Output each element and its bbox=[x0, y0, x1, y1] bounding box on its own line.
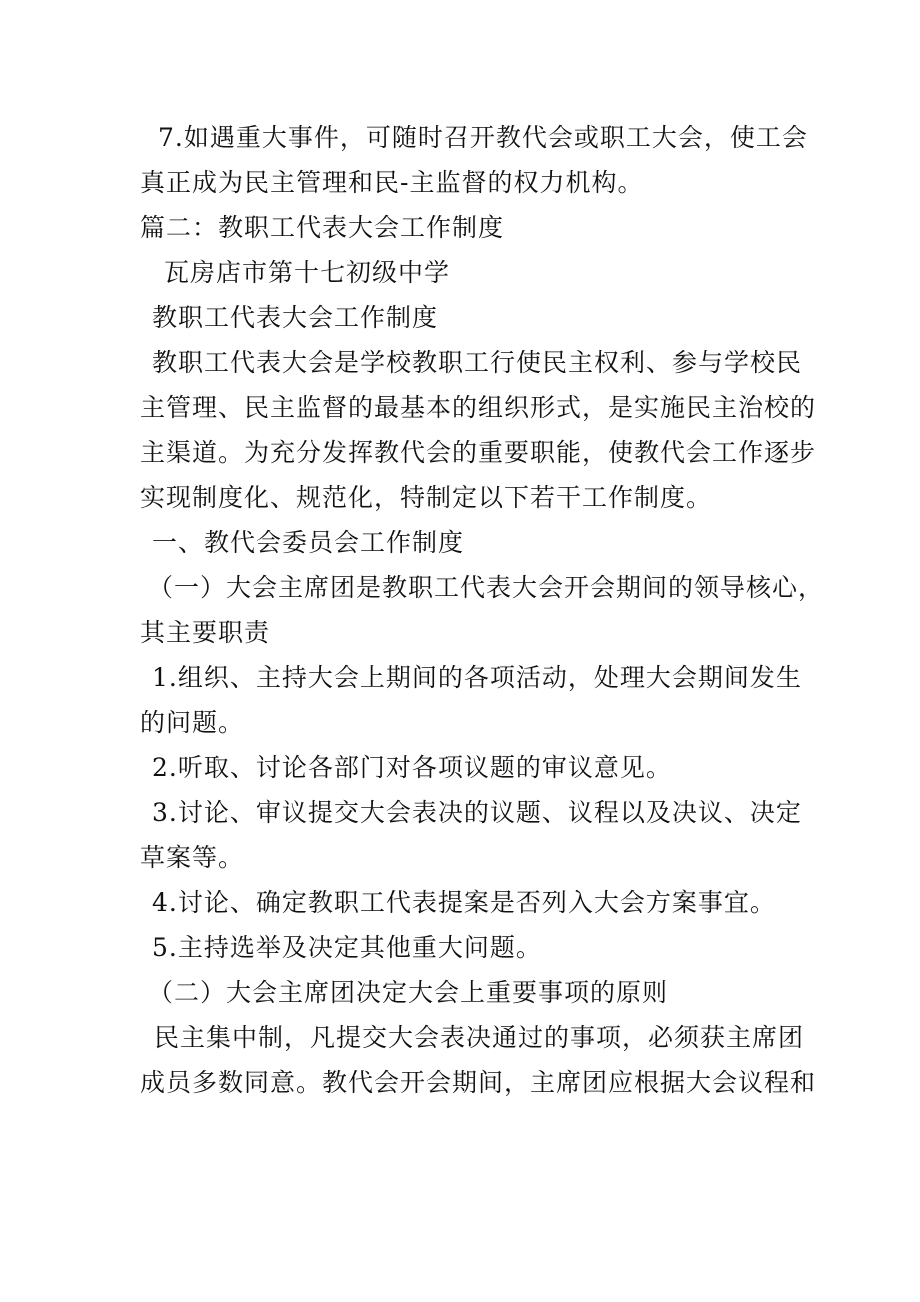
document-body bbox=[140, 115, 825, 1105]
paragraph-line: 7.如遇重大事件，可随时召开教代会或职工大会，使工会 bbox=[158, 123, 808, 152]
list-item: 1.组织、主持大会上期间的各项活动，处理大会期间发生 bbox=[152, 663, 802, 692]
school-name: 瓦房店市第十七初级中学 bbox=[164, 258, 451, 287]
paragraph-line: 主管理、民主监督的最基本的组织形式，是实施民主治校的 bbox=[140, 393, 817, 422]
paragraph-line: 真正成为民主管理和民-主监督的权力机构。 bbox=[140, 168, 644, 197]
paragraph-line: 成员多数同意。教代会开会期间，主席团应根据大会议程和 bbox=[140, 1068, 817, 1097]
paragraph-line: 教职工代表大会是学校教职工行使民主权利、参与学校民 bbox=[152, 348, 803, 377]
list-item: 5.主持选举及决定其他重大问题。 bbox=[152, 933, 542, 962]
paragraph-line: 民主集中制，凡提交大会表决通过的事项，必须获主席团 bbox=[154, 1023, 805, 1052]
paragraph-line: 主渠道。为充分发挥教代会的重要职能，使教代会工作逐步 bbox=[140, 438, 817, 467]
paragraph-line: 实现制度化、规范化，特制定以下若干工作制度。 bbox=[140, 483, 713, 512]
document-title: 教职工代表大会工作制度 bbox=[152, 303, 439, 332]
subsection-heading: （一）大会主席团是教职工代表大会开会期间的领导核心， bbox=[148, 573, 825, 602]
list-item: 4.讨论、确定教职工代表提案是否列入大会方案事宜。 bbox=[152, 888, 776, 917]
list-item-continuation: 的问题。 bbox=[140, 708, 245, 737]
list-item: 3.讨论、审议提交大会表决的议题、议程以及决议、决定 bbox=[152, 798, 802, 827]
section-heading: 篇二：教职工代表大会工作制度 bbox=[140, 213, 505, 242]
paragraph-line: 其主要职责 bbox=[140, 618, 271, 647]
section-heading: 一、教代会委员会工作制度 bbox=[152, 528, 465, 557]
list-item-continuation: 草案等。 bbox=[140, 843, 245, 872]
list-item: 2.听取、讨论各部门对各项议题的审议意见。 bbox=[152, 753, 672, 782]
subsection-heading: （二）大会主席团决定大会上重要事项的原则 bbox=[148, 978, 669, 1007]
